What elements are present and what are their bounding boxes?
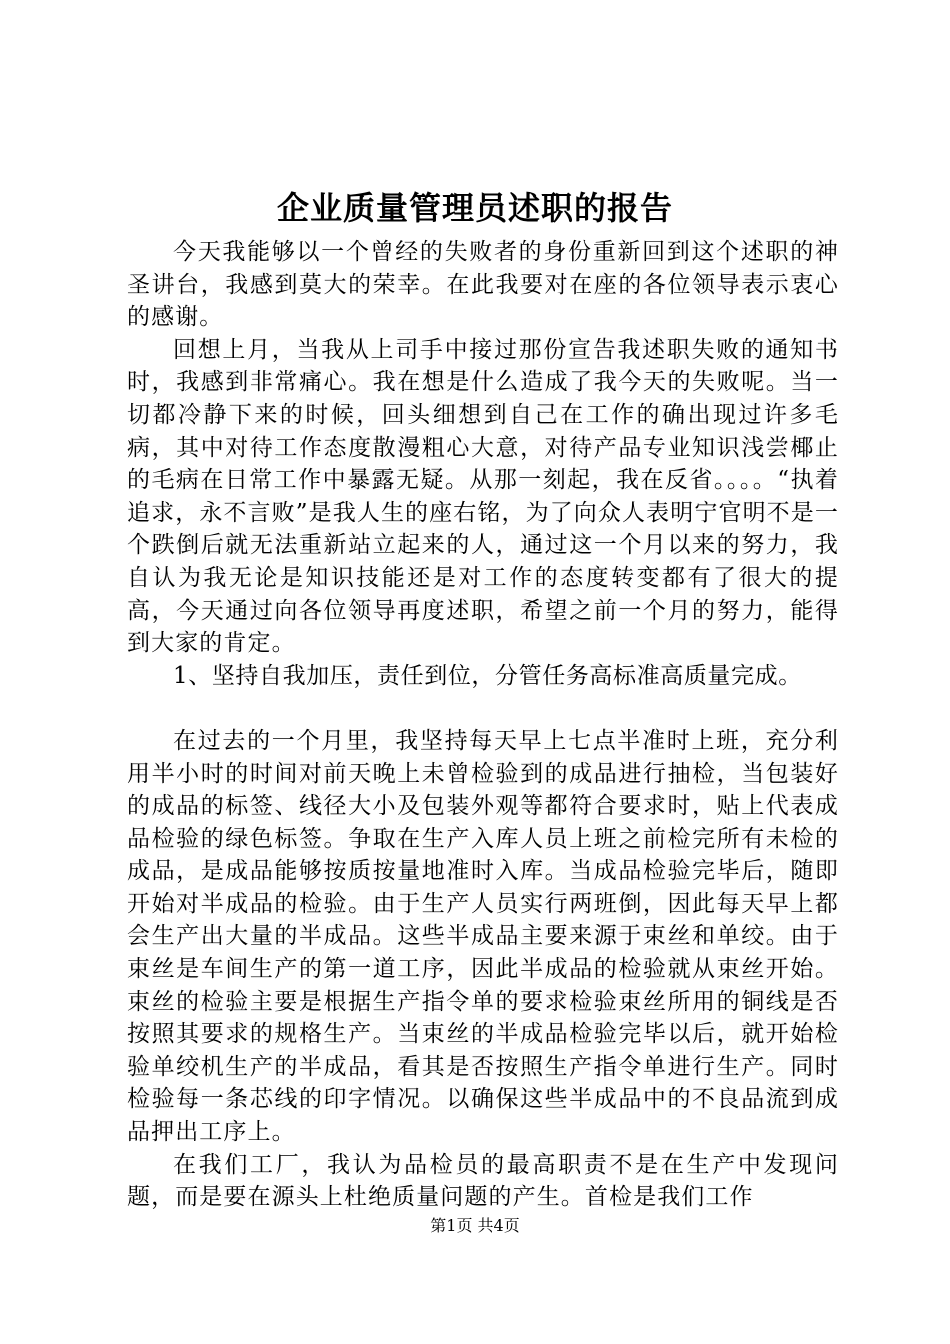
paragraph-daily-work: 在过去的一个月里，我坚持每天早上七点半准时上班，充分利用半小时的时间对前天晚上未曾检验到的成品进行抽检，当包装好的成品的标签、线径大小及包装外观等都符合要求时，贴上代表成品检验的绿色标签。争取在生产入库人员上班之前检完所有未检的成品，是成品能够按质按量地准时入库。当成品检验完毕后，随即开始对半成品的检验。由于生产人员实行两班倒，因此每天早上都会生产出大量的半成品。这些半成品主要来源于束丝和单绞。由于束丝是车间生产的第一道工序，因此半成品的检验就从束丝开始。束丝的检验主要是根据生产指令单的要求检验束丝所用的铜线是否按照其要求的规格生产。当束丝的半成品检验完毕以后，就开始检验单绞机生产的半成品，看其是否按照生产指令单进行生产。同时检验每一条芯线的印字情况。以确保这些半成品中的不良品流到成品押出工序上。 <box>127 727 839 1146</box>
paragraph-reflection: 回想上月，当我从上司手中接过那份宣告我述职失败的通知书时，我感到非常痛心。我在想是什么造成了我今天的失败呢。当一切都冷静下来的时候，回头细想到自己在工作的确出现过许多毛病，其中对待工作态度散漫粗心大意，对待产品专业知识浅尝椰止的毛病在日常工作中暴露无疑。从那一刻起，我在反省。。。。“执着追求，永不言败”是我人生的座右铭，为了向众人表明宁官明不是一个跌倒后就无法重新站立起来的人，通过这一个月以来的努力，我自认为我无论是知识技能还是对工作的态度转变都有了很大的提高，今天通过向各位领导再度述职，希望之前一个月的努力，能得到大家的肯定。 <box>127 336 839 657</box>
page-footer: 第1页 共4页 <box>430 1216 520 1235</box>
section-heading-1: 1、坚持自我加压，责任到位，分管任务高标准高质量完成。 <box>173 662 802 689</box>
document-title: 企业质量管理员述职的报告 <box>276 189 673 227</box>
blank-line <box>127 692 839 725</box>
document-body <box>127 236 839 1214</box>
paragraph-intro: 今天我能够以一个曾经的失败者的身份重新回到这个述职的神圣讲台，我感到莫大的荣幸。在此我要对在座的各位领导表示衷心的感谢。 <box>127 239 839 331</box>
paragraph-quality-duty: 在我们工厂，我认为品检员的最高职责不是在生产中发现问题，而是要在源头上杜绝质量问题的产生。首检是我们工作 <box>127 1151 839 1211</box>
